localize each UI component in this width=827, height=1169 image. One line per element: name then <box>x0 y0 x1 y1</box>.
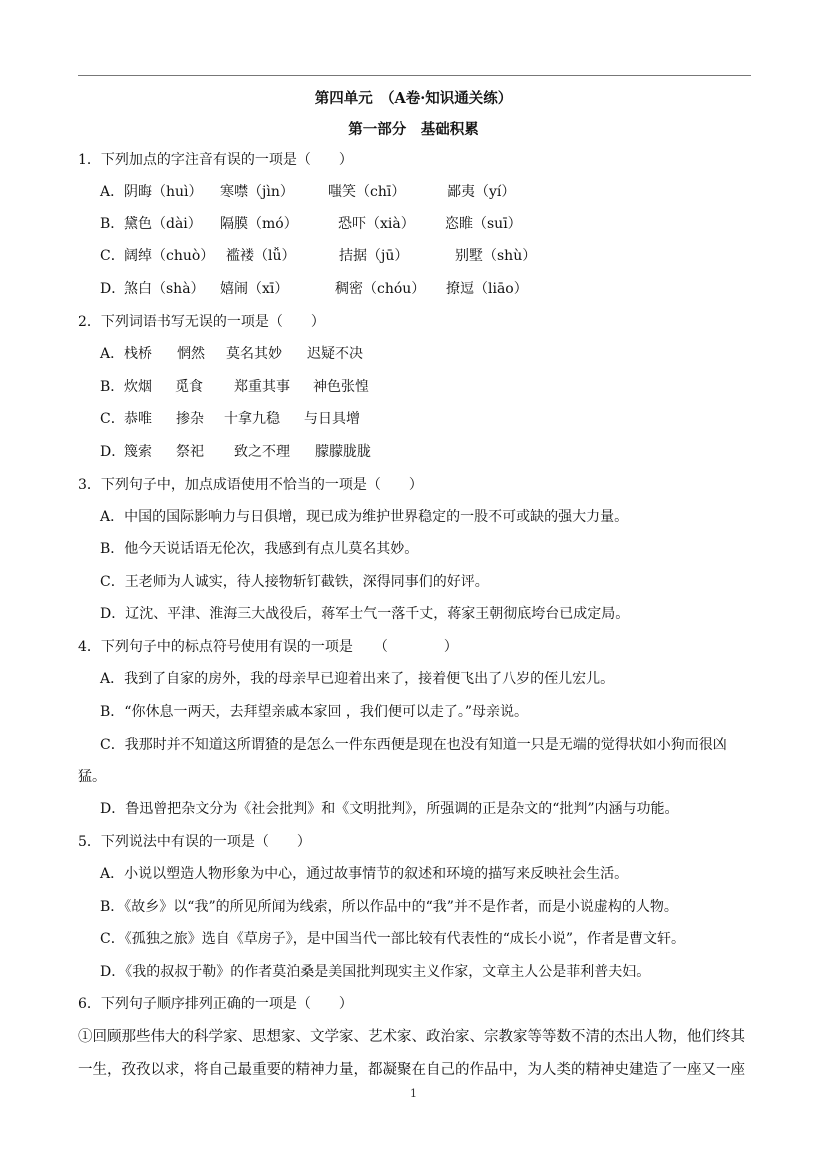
option-label: C． <box>100 248 125 264</box>
option-label: C． <box>100 411 125 427</box>
option-item: 与日具增 <box>304 411 360 427</box>
question-5-option-d: D．《我的叔叔于勒》的作者莫泊桑是美国批判现实主义作家，文章主人公是菲利普夫妇。 <box>100 964 651 980</box>
option-item: 稠密（chóu） <box>335 281 426 297</box>
question-5-option-b: B．《故乡》以“我”的所见所闻为线索，所以作品中的“我”并不是作者，而是小说虚构的人物。 <box>100 899 678 915</box>
question-6-paragraph: ①回顾那些伟大的科学家、思想家、文学家、艺术家、政治家、宗教家等等数不清的杰出人物，他们终其一生，孜孜以求，将自己最重要的精神力量，都凝聚在自己的作品中，为人类的精神史建造了一座又一座 <box>78 1029 745 1078</box>
option-item: 祭祀 <box>176 444 204 460</box>
question-6-stem: 6．下列句子顺序排列正确的一项是（ ） <box>78 996 353 1012</box>
option-item: 郑重其事 <box>234 379 290 395</box>
option-item: 恣睢（suī） <box>445 216 522 232</box>
question-4-option-b: B．“你休息一两天，去拜望亲戚本家回 ，我们便可以走了。”母亲说。 <box>100 704 529 720</box>
question-3-stem: 3．下列句子中，加点成语使用不恰当的一项是（ ） <box>78 477 423 493</box>
option-item: 迟疑不决 <box>307 346 363 362</box>
question-3-option-b: B．他今天说话语无伦次，我感到有点儿莫名其妙。 <box>100 541 419 557</box>
question-4-option-a: A．我到了自家的房外，我的母亲早已迎着出来了，接着便飞出了八岁的侄儿宏儿。 <box>100 671 615 687</box>
option-item: 嬉闹（xī） <box>220 281 289 297</box>
option-item: 篾索 <box>124 444 152 460</box>
option-item: 寒噤（jìn） <box>220 184 294 200</box>
option-item: 阴晦（huì） <box>124 184 203 200</box>
option-label: A． <box>100 346 125 362</box>
option-item: 恐吓（xià） <box>338 216 415 232</box>
option-item: 嗤笑（chī） <box>328 184 406 200</box>
option-item: 致之不理 <box>234 444 290 460</box>
option-item: 煞白（shà） <box>124 281 205 297</box>
unit-title: 第四单元 （A卷·知识通关练） <box>314 90 513 107</box>
option-item: 觅食 <box>175 379 203 395</box>
question-5-option-c: C．《孤独之旅》选自《草房子》，是中国当代一部比较有代表性的“成长小说”，作者是曹文轩。 <box>100 931 686 947</box>
question-4-stem: 4．下列句子中的标点符号使用有误的一项是 （ ） <box>78 639 458 655</box>
question-4-option-d: D．鲁迅曾把杂文分为《社会批判》和《文明批判》，所强调的正是杂文的“批判”内涵与功能。 <box>100 801 679 817</box>
question-5-stem: 5．下列说法中有误的一项是（ ） <box>78 834 311 850</box>
option-label: D． <box>100 281 126 297</box>
option-item: 掺杂 <box>176 411 204 427</box>
option-item: 隔膜（mó） <box>220 216 298 232</box>
question-4-option-c-continued: 猛。 <box>78 769 106 785</box>
option-label: B． <box>100 216 125 232</box>
option-item: 惘然 <box>177 346 205 362</box>
question-3-option-d: D．辽沈、平津、淮海三大战役后，蒋军士气一落千丈，蒋家王朝彻底垮台已成定局。 <box>100 606 630 622</box>
option-item: 黛色（dài） <box>124 216 202 232</box>
option-item: 别墅（shù） <box>455 248 537 264</box>
page-number: 1 <box>410 1087 417 1100</box>
option-item: 鄙夷（yí） <box>447 184 516 200</box>
question-4-option-c: C．我那时并不知道这所谓猹的是怎么一件东西便是现在也没有知道一只是无端的觉得状如小狗而很凶 <box>100 737 727 753</box>
option-label: A． <box>100 184 125 200</box>
header-rule <box>78 75 751 76</box>
question-3-option-c: C．王老师为人诚实，待人接物斩钉截铁，深得同事们的好评。 <box>100 574 489 590</box>
option-label: B． <box>100 379 125 395</box>
option-item: 拮据（jū） <box>339 248 409 264</box>
question-1-stem: 1．下列加点的字注音有误的一项是（ ） <box>78 152 353 168</box>
option-item: 炊烟 <box>124 379 152 395</box>
question-3-option-a: A．中国的国际影响力与日俱增，现已成为维护世界稳定的一股不可或缺的强大力量。 <box>100 509 629 525</box>
part-title: 第一部分 基础积累 <box>348 121 479 138</box>
option-item: 栈桥 <box>124 346 152 362</box>
option-item: 朦朦胧胧 <box>315 444 371 460</box>
option-label: D． <box>100 444 126 460</box>
option-item: 神色张惶 <box>313 379 369 395</box>
option-item: 褴褛（lǚ） <box>226 248 296 264</box>
option-item: 恭唯 <box>124 411 152 427</box>
option-item: 莫名其妙 <box>226 346 282 362</box>
option-item: 十拿九稳 <box>224 411 280 427</box>
question-2-stem: 2．下列词语书写无误的一项是（ ） <box>78 314 325 330</box>
option-item: 撩逗（liāo） <box>446 281 528 297</box>
option-item: 阔绰（chuò） <box>124 248 215 264</box>
question-5-option-a: A．小说以塑造人物形象为中心，通过故事情节的叙述和环境的描写来反映社会生活。 <box>100 866 629 882</box>
